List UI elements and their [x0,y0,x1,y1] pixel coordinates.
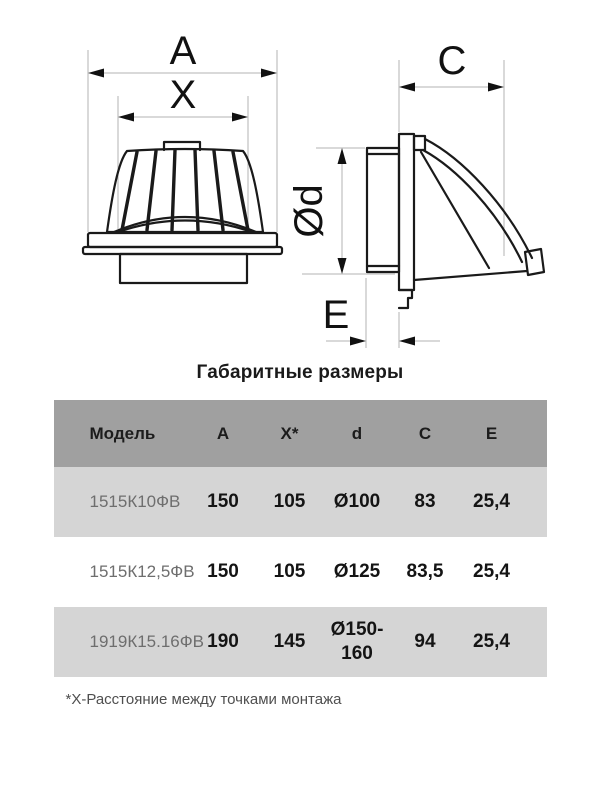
dim-label-x: X [169,73,197,117]
arrowhead-right-icon [232,113,248,122]
table-row [54,607,547,677]
model-name: 1515К12,5ФВ [89,562,195,582]
dim-label-c: C [437,39,467,83]
front-view [83,29,282,283]
arrowhead-left-icon [399,337,415,346]
hood-front-outline [83,142,282,283]
duct-spigot [367,148,399,272]
dim-label-d: Ød [287,184,331,238]
technical-drawing [0,0,600,356]
footnote: *Х-Расстояние между точками монтажа [65,691,342,708]
value-x: 145 [273,631,306,653]
value-c: 94 [414,631,436,653]
cowl-strut [421,152,489,268]
dimension-x [118,73,248,122]
col-header-d: d [351,423,363,443]
dimension-d [287,148,347,274]
cowl-blade-inner [423,150,522,262]
value-a: 150 [207,561,239,583]
cowl-bottom-edge [414,271,527,280]
duct-front [120,254,247,283]
side-view [287,39,544,348]
value-a: 150 [207,491,239,513]
col-header-e: E [485,423,498,443]
arrowhead-right-icon [488,83,504,92]
table-header-row [54,400,547,467]
model-name: 1919К15.16ФВ [89,632,205,652]
arrowhead-right-icon [261,69,277,78]
col-header-x: X* [280,423,299,443]
dimensions-table [54,400,547,677]
table-row [54,467,547,537]
table-title: Габаритные размеры [196,362,404,383]
value-a: 190 [207,631,239,653]
arrowhead-left-icon [88,69,104,78]
col-header-c: C [418,423,432,443]
arrowhead-left-icon [118,113,134,122]
plate-foot [399,290,412,308]
dim-label-a: A [169,29,197,73]
arrowhead-down-icon [338,258,347,274]
col-header-a: A [216,423,230,443]
mounting-plate [399,134,414,290]
cowl-blade-outer [425,139,532,258]
value-x: 105 [273,491,306,513]
dim-label-e: E [322,293,350,337]
dimension-a [88,29,277,78]
arrowhead-left-icon [399,83,415,92]
value-d: Ø100 [333,491,381,513]
model-name: 1515К10ФВ [89,492,181,512]
hood-side-outline [367,134,544,308]
value-x: 105 [273,561,306,583]
inner-dome-arc [114,217,256,232]
value-d: Ø125 [333,561,381,583]
dimension-e [323,293,415,346]
value-e: 25,4 [473,631,510,653]
arrowhead-right-icon [350,337,366,346]
value-e: 25,4 [473,561,510,583]
value-e: 25,4 [473,491,510,513]
value-c: 83,5 [406,561,444,583]
table-row [54,537,547,607]
col-header-model: Модель [89,423,156,443]
cowl-top-step [414,136,425,150]
value-d: Ø150-160 [330,619,384,664]
dimension-c [399,39,504,92]
inner-dome-arc [118,221,252,233]
flange-plate [88,233,277,247]
value-c: 83 [414,491,436,513]
arrowhead-up-icon [338,148,347,164]
